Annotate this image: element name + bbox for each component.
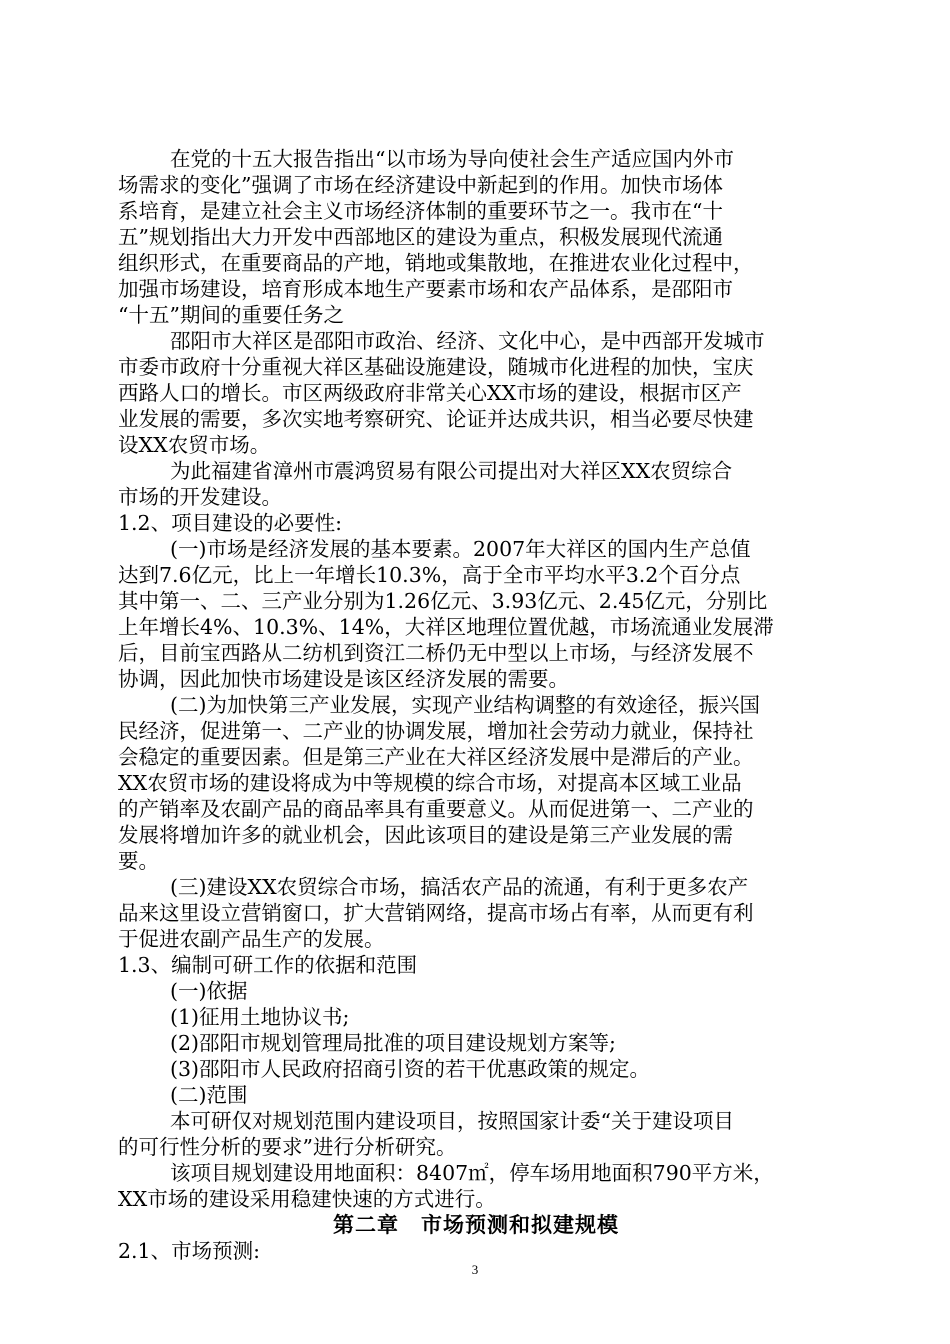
scope-heading: (二)范围 [170,1083,248,1107]
text-line: 民经济，促进第一、二产业的协调发展，增加社会劳动力就业，保持社 [118,719,754,743]
text-line: (二)为加快第三产业发展，实现产业结构调整的有效途径，振兴国 [170,693,760,717]
text-line: 的产销率及农副产品的商品率具有重要意义。从而促进第一、二产业的 [118,797,754,821]
text-line: 品来这里设立营销窗口，扩大营销网络，提高市场占有率，从而更有利 [118,901,754,925]
text-line: 五”规划指出大力开发中西部地区的建设为重点，积极发展现代流通 [118,225,723,249]
text-line: 本可研仅对规划范围内建设项目，按照国家计委“关于建设项目 [170,1109,734,1133]
text-line: 市场的开发建设。 [118,485,282,509]
text-line: 加强市场建设，培育形成本地生产要素市场和农产品体系，是邵阳市 [118,277,733,301]
text-line: (一)市场是经济发展的基本要素。2007年大祥区的国内生产总值 [170,537,751,561]
text-line: 业发展的需要，多次实地考察研究、论证并达成共识，相当必要尽快建 [118,407,754,431]
page-content [118,146,834,1264]
text-line: 组织形式，在重要商品的产地，销地或集散地，在推进农业化过程中， [118,251,754,275]
basis-heading: (一)依据 [170,979,248,1003]
text-line: 在党的十五大报告指出“以市场为导向使社会生产适应国内外市 [170,147,734,171]
paragraph-cpc-report [118,146,834,328]
paragraph-daxiang-district [118,328,834,458]
list-item: (3)邵阳市人民政府招商引资的若干优惠政策的规定。 [170,1057,651,1081]
text-line: XX市场的建设采用稳建快速的方式进行。 [118,1187,496,1211]
text-line: 邵阳市大祥区是邵阳市政治、经济、文化中心，是中西部开发城市 [170,329,765,353]
paragraph-economic-basis [118,536,834,692]
text-line: XX农贸市场的建设将成为中等规模的综合市场，对提高本区域工业品 [118,771,742,795]
page-number: 3 [471,1262,479,1277]
text-line: 发展将增加许多的就业机会，因此该项目的建设是第三产业发展的需 [118,823,733,847]
text-line: 为此福建省漳州市震鸿贸易有限公司提出对大祥区XX农贸综合 [170,459,733,483]
text-line: 该项目规划建设用地面积：8407㎡，停车场用地面积790平方米， [170,1161,774,1185]
text-line: 于促进农副产品生产的发展。 [118,927,385,951]
paragraph-land-area [118,1160,834,1212]
text-line: 会稳定的重要因素。但是第三产业在大祥区经济发展中是滞后的产业。 [118,745,754,769]
text-line: 西路人口的增长。市区两级政府非常关心XX市场的建设，根据市区产 [118,381,742,405]
text-line: 设XX农贸市场。 [118,433,271,457]
text-line: 协调，因此加快市场建设是该区经济发展的需要。 [118,667,569,691]
text-line: 上年增长4%、10.3%、14%，大祥区地理位置优越，市场流通业发展滞 [118,615,774,639]
section-heading-2-1: 2.1、市场预测: [118,1239,261,1263]
text-line: 后，目前宝西路从二纺机到资江二桥仍无中型以上市场，与经济发展不 [118,641,754,665]
text-line: 达到7.6亿元，比上一年增长10.3%，高于全市平均水平3.2个百分点 [118,563,741,587]
text-line: “十五”期间的重要任务之 [118,303,344,327]
paragraph-developer [118,458,834,510]
text-line: 要。 [118,849,159,873]
paragraph-tertiary-industry [118,692,834,874]
text-line: 场需求的变化”强调了市场在经济建设中新起到的作用。加快市场体 [118,173,723,197]
text-line: 市委市政府十分重视大祥区基础设施建设，随城市化进程的加快，宝庆 [118,355,754,379]
section-heading-1-3: 1.3、编制可研工作的依据和范围 [118,953,418,977]
list-item: (1)征用土地协议书; [170,1005,350,1029]
section-heading-1-2: 1.2、项目建设的必要性: [118,511,343,535]
text-line: 其中第一、二、三产业分别为1.26亿元、3.93亿元、2.45亿元，分别比 [118,589,768,613]
chapter-title: 第二章 市场预测和拟建规模 [333,1213,619,1237]
text-line: (三)建设XX农贸综合市场，搞活农产品的流通，有利于更多农产 [170,875,749,899]
paragraph-market-construction [118,874,834,952]
text-line: 系培育，是建立社会主义市场经济体制的重要环节之一。我市在“十 [118,199,723,223]
text-line: 的可行性分析的要求”进行分析研究。 [118,1135,457,1159]
paragraph-scope [118,1108,834,1160]
list-item: (2)邵阳市规划管理局批准的项目建设规划方案等; [170,1031,616,1055]
